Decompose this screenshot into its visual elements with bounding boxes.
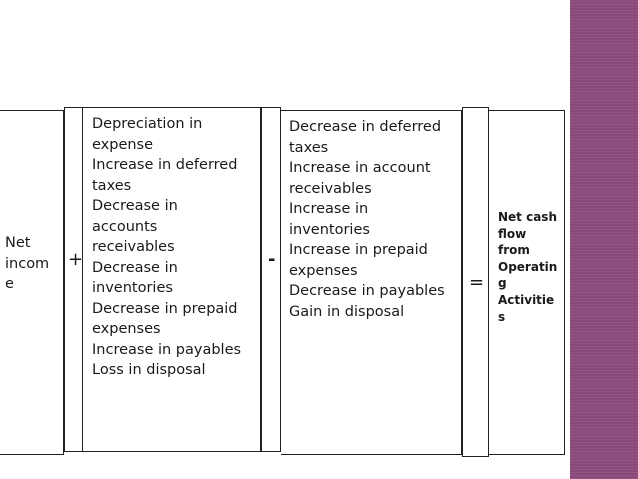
equals-sign: = [469,272,485,293]
adjustments-added-list: Depreciation in expense Increase in deferred taxes Decrease in accounts receivables Decrease in inventories Decrease in prepaid expenses Increase in payables Loss in disposal [92,116,242,378]
adjustments-subtracted-list: Decrease in deferred taxes Increase in account receivables Increase in inventories Increase in prepaid expenses Decrease in payables Gain in disposal [289,119,445,320]
minus-sign: - [268,249,276,270]
minus-operator-box [261,107,281,452]
plus-sign: + [68,249,84,270]
net-income-label: Net incom e [5,235,50,292]
decorative-side-band [570,0,638,479]
plus-operator-box [64,107,83,452]
net-cash-flow-label: Net cash flow from Operatin g Activitie s [498,210,558,324]
